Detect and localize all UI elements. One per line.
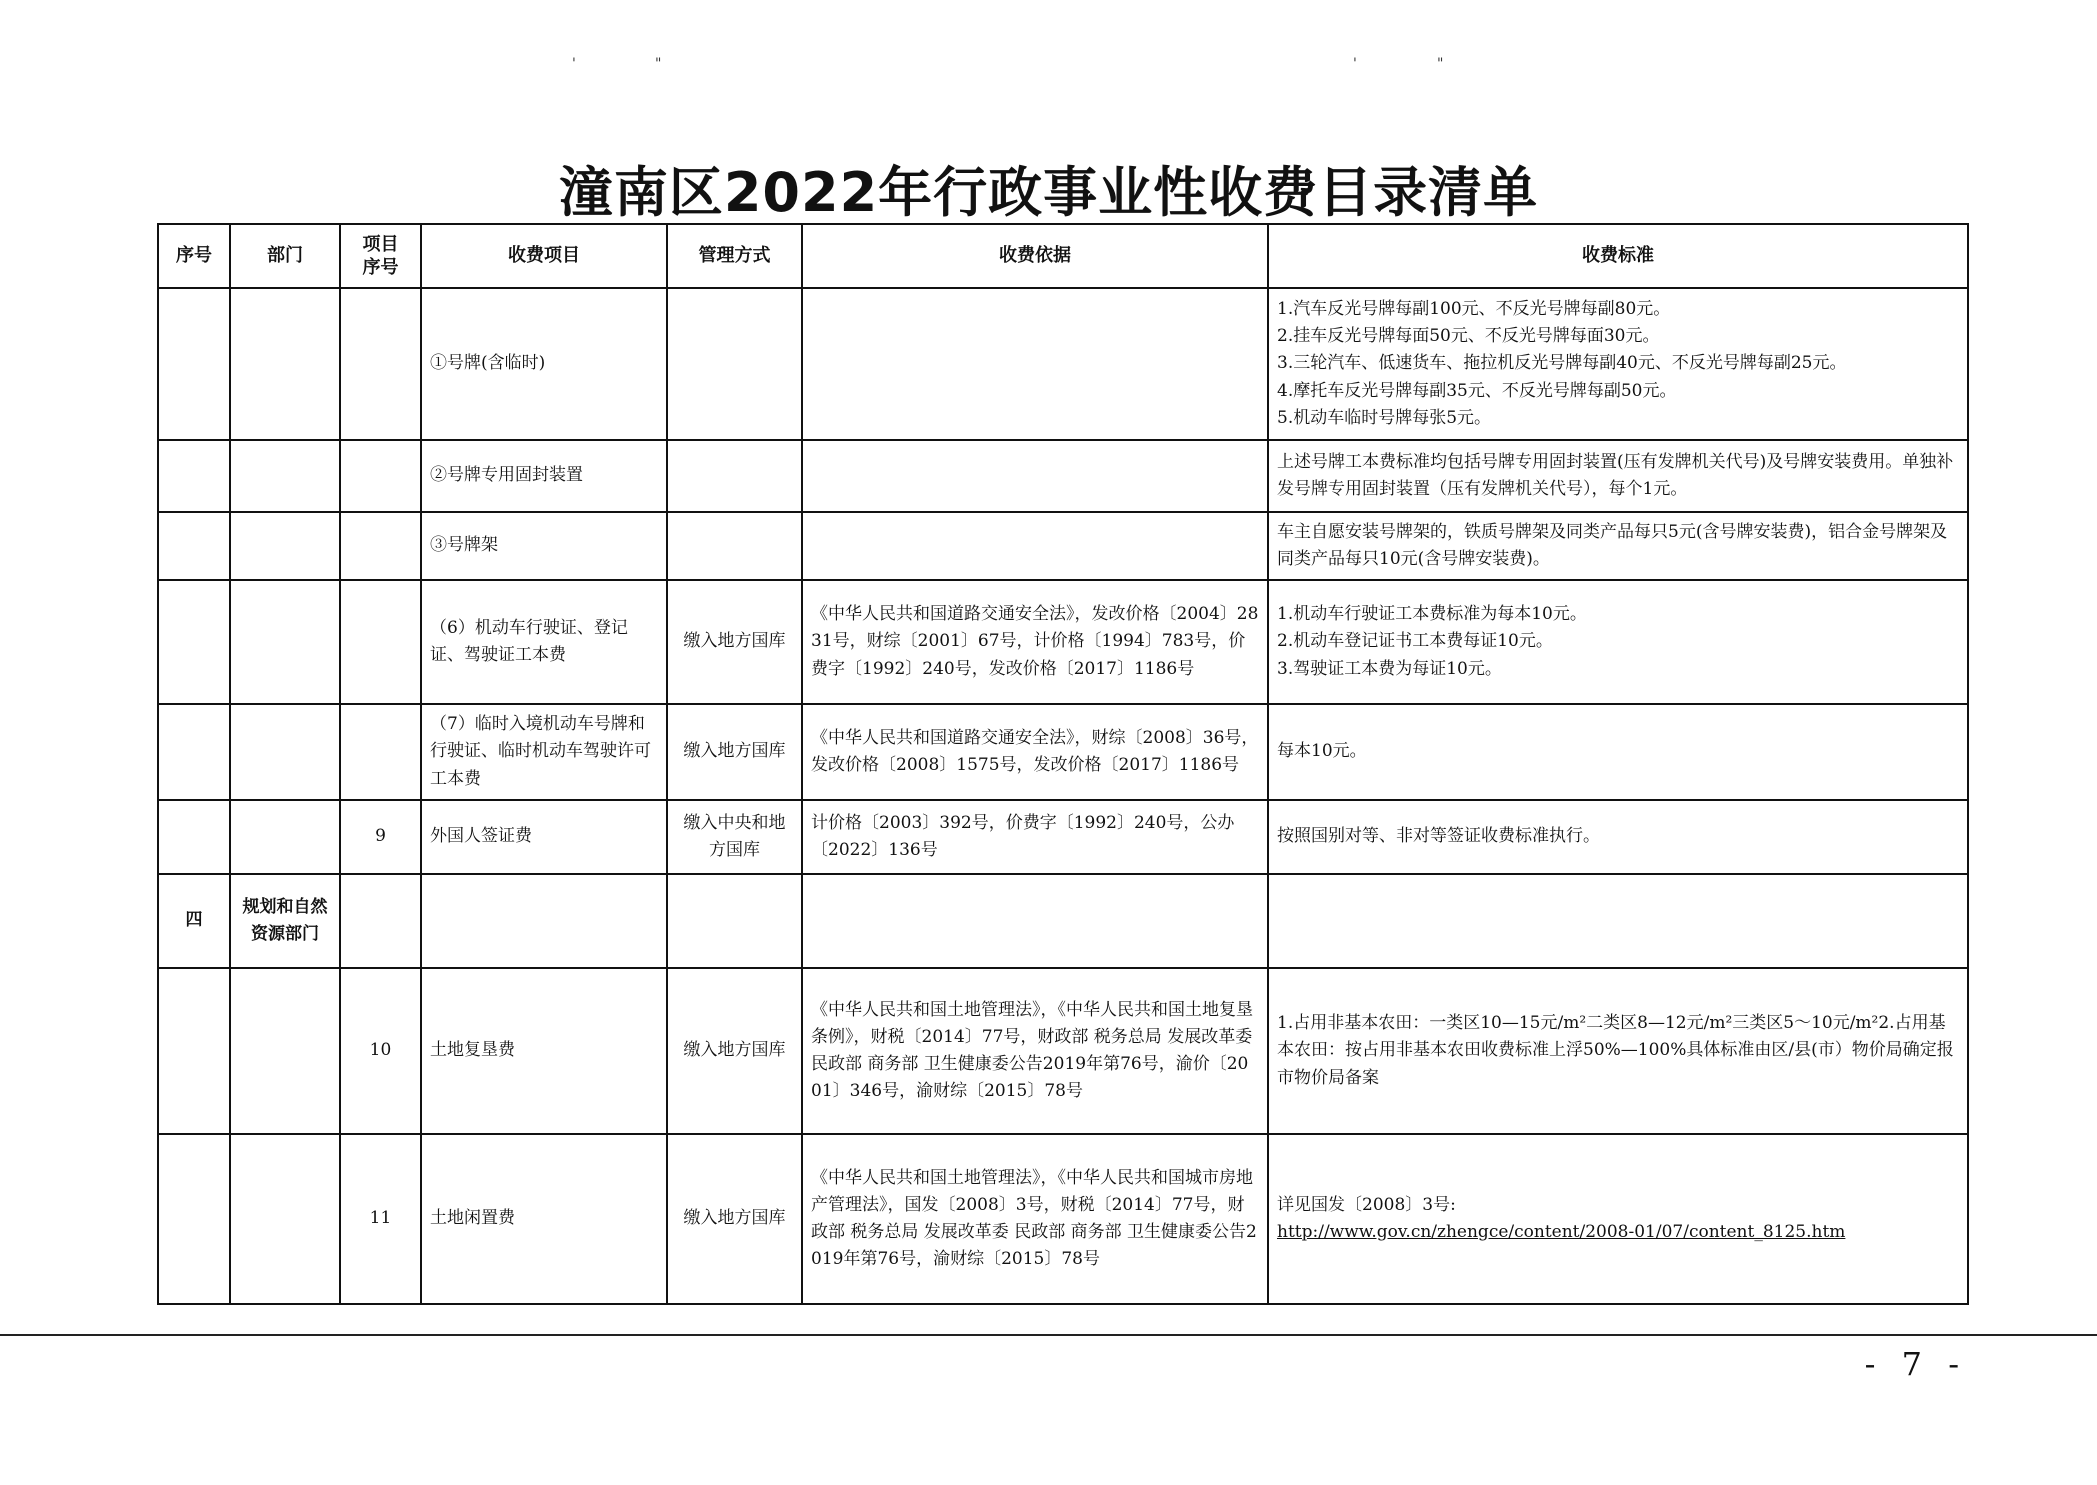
cell-standard <box>1268 968 1968 1134</box>
cell-standard-line: 3.驾驶证工本费为每证10元。 <box>1277 658 1502 679</box>
cell-method: 缴入地方国库 <box>667 580 802 704</box>
cell-standard-line: 1.机动车行驶证工本费标准为每本10元。 <box>1277 604 1587 625</box>
cell-basis <box>802 1134 1268 1304</box>
cell-seq <box>158 512 230 580</box>
cell-standard-line: 按照国别对等、非对等签证收费标准执行。 <box>1277 826 1600 847</box>
cell-method: 缴入地方国库 <box>667 1134 802 1304</box>
cell-basis-line: 《中华人民共和国土地管理法》，《中华人民共和国土地复垦条例》，财税〔2014〕77号，财政部 税务总局 发展改革委 民政部 商务部 卫生健康委公告2019年第76号，渝价〔2001〕346号，渝财综〔2015〕78号 <box>811 999 1253 1102</box>
cell-basis <box>802 512 1268 580</box>
cell-method <box>667 874 802 968</box>
document-title: 潼南区2022年行政事业性收费目录清单 <box>558 161 1539 224</box>
table-row <box>158 288 1968 440</box>
cell-dept <box>230 580 340 704</box>
cell-basis <box>802 874 1268 968</box>
cell-method: 缴入地方国库 <box>667 968 802 1134</box>
cell-basis <box>802 288 1268 440</box>
cell-basis <box>802 440 1268 512</box>
cell-seq: 四 <box>158 874 230 968</box>
cell-basis-line: 计价格〔2003〕392号，价费字〔1992〕240号，公办〔2022〕136号 <box>811 812 1235 860</box>
cell-standard <box>1268 704 1968 800</box>
cell-method <box>667 512 802 580</box>
cell-dept <box>230 968 340 1134</box>
cell-standard <box>1268 512 1968 580</box>
table-row <box>158 580 1968 704</box>
cell-item-no <box>340 704 421 800</box>
cell-item-no: 11 <box>340 1134 421 1304</box>
cell-seq <box>158 704 230 800</box>
cell-method <box>667 440 802 512</box>
cell-item-no <box>340 512 421 580</box>
cell-dept <box>230 800 340 874</box>
cell-item-no <box>340 874 421 968</box>
header-standard: 收费标准 <box>1268 224 1968 288</box>
cell-dept <box>230 1134 340 1304</box>
cell-seq <box>158 968 230 1134</box>
cell-standard-line: 2.挂车反光号牌每面50元、不反光号牌每面30元。 <box>1277 326 1660 347</box>
scan-mark: " <box>655 56 662 72</box>
table-row <box>158 874 1968 968</box>
cell-item-no <box>340 440 421 512</box>
header-seq: 序号 <box>158 224 230 288</box>
footer-rule <box>0 1334 2097 1336</box>
header-item-no: 项目 序号 <box>340 224 421 288</box>
cell-standard-line: 车主自愿安装号牌架的，铁质号牌架及同类产品每只5元(含号牌安装费)，铝合金号牌架及同类产品每只10元(含号牌安装费)。 <box>1277 521 1948 569</box>
cell-item: 土地复垦费 <box>421 968 667 1134</box>
page-number: - 7 - <box>1864 1345 1967 1383</box>
cell-item: （6）机动车行驶证、登记证、驾驶证工本费 <box>421 580 667 704</box>
cell-seq <box>158 1134 230 1304</box>
table-row <box>158 704 1968 800</box>
cell-standard <box>1268 440 1968 512</box>
table-row <box>158 512 1968 580</box>
cell-item-no <box>340 288 421 440</box>
cell-seq <box>158 288 230 440</box>
header-dept: 部门 <box>230 224 340 288</box>
cell-item: 土地闲置费 <box>421 1134 667 1304</box>
cell-item: （7）临时入境机动车号牌和行驶证、临时机动车驾驶许可工本费 <box>421 704 667 800</box>
cell-basis <box>802 580 1268 704</box>
cell-seq <box>158 440 230 512</box>
cell-item: ③号牌架 <box>421 512 667 580</box>
cell-basis <box>802 800 1268 874</box>
cell-standard-line: 1.占用非基本农田：一类区10—15元/m²二类区8—12元/m²三类区5～10元/m²2.占用基本农田：按占用非基本农田收费标准上浮50%—100%具体标准由区/县(市）物价局确定报市物价局备案 <box>1277 1013 1954 1088</box>
cell-basis <box>802 704 1268 800</box>
header-method: 管理方式 <box>667 224 802 288</box>
cell-standard <box>1268 580 1968 704</box>
cell-standard-line: 每本10元。 <box>1277 741 1367 762</box>
cell-dept: 规划和自然资源部门 <box>230 874 340 968</box>
cell-standard <box>1268 1134 1968 1304</box>
cell-item: ②号牌专用固封装置 <box>421 440 667 512</box>
cell-method: 缴入地方国库 <box>667 704 802 800</box>
cell-standard-line: 1.汽车反光号牌每副100元、不反光号牌每副80元。 <box>1277 299 1671 320</box>
cell-item: ①号牌(含临时) <box>421 288 667 440</box>
cell-seq <box>158 580 230 704</box>
table-header-row <box>158 224 1968 288</box>
cell-dept <box>230 440 340 512</box>
cell-dept <box>230 704 340 800</box>
cell-item-no <box>340 580 421 704</box>
cell-dept <box>230 288 340 440</box>
cell-method <box>667 288 802 440</box>
cell-standard-line: 3.三轮汽车、低速货车、拖拉机反光号牌每副40元、不反光号牌每副25元。 <box>1277 353 1847 374</box>
cell-standard-line: 5.机动车临时号牌每张5元。 <box>1277 407 1492 428</box>
cell-basis <box>802 968 1268 1134</box>
scan-mark: " <box>1437 56 1444 72</box>
header-basis: 收费依据 <box>802 224 1268 288</box>
table-row <box>158 968 1968 1134</box>
cell-item <box>421 874 667 968</box>
cell-standard <box>1268 288 1968 440</box>
table-row <box>158 440 1968 512</box>
cell-item: 外国人签证费 <box>421 800 667 874</box>
table-row <box>158 800 1968 874</box>
cell-dept <box>230 512 340 580</box>
cell-method: 缴入中央和地方国库 <box>667 800 802 874</box>
fee-catalog-table <box>157 223 1969 1305</box>
scan-mark: ' <box>572 56 576 72</box>
table-row <box>158 1134 1968 1304</box>
cell-standard-line: 2.机动车登记证书工本费每证10元。 <box>1277 631 1553 652</box>
cell-item-no: 9 <box>340 800 421 874</box>
cell-item-no: 10 <box>340 968 421 1134</box>
header-item: 收费项目 <box>421 224 667 288</box>
cell-basis-line: 《中华人民共和国土地管理法》，《中华人民共和国城市房地产管理法》，国发〔2008〕3号，财税〔2014〕77号，财政部 税务总局 发展改革委 民政部 商务部 卫生健康委公告2019年第76号，渝财综〔2015〕78号 <box>811 1167 1257 1270</box>
cell-standard-line: 上述号牌工本费标准均包括号牌专用固封装置(压有发牌机关代号)及号牌安装费用。单独补发号牌专用固封装置（压有发牌机关代号），每个1元。 <box>1277 451 1954 499</box>
cell-seq <box>158 800 230 874</box>
cell-standard <box>1268 874 1968 968</box>
cell-basis-line: 《中华人民共和国道路交通安全法》，财综〔2008〕36号，发改价格〔2008〕1575号，发改价格〔2017〕1186号 <box>811 727 1259 775</box>
cell-standard <box>1268 800 1968 874</box>
cell-standard-line: 4.摩托车反光号牌每副35元、不反光号牌每副50元。 <box>1277 380 1677 401</box>
cell-standard-line: 详见国发〔2008〕3号: <box>1277 1194 1456 1215</box>
scan-mark: ' <box>1353 56 1357 72</box>
reference-link[interactable]: http://www.gov.cn/zhengce/content/2008-01/07/content_8125.htm <box>1277 1222 1846 1242</box>
cell-basis-line: 《中华人民共和国道路交通安全法》，发改价格〔2004〕2831号，财综〔2001〕67号，计价格〔1994〕783号，价费字〔1992〕240号，发改价格〔2017〕1186号 <box>811 604 1259 679</box>
